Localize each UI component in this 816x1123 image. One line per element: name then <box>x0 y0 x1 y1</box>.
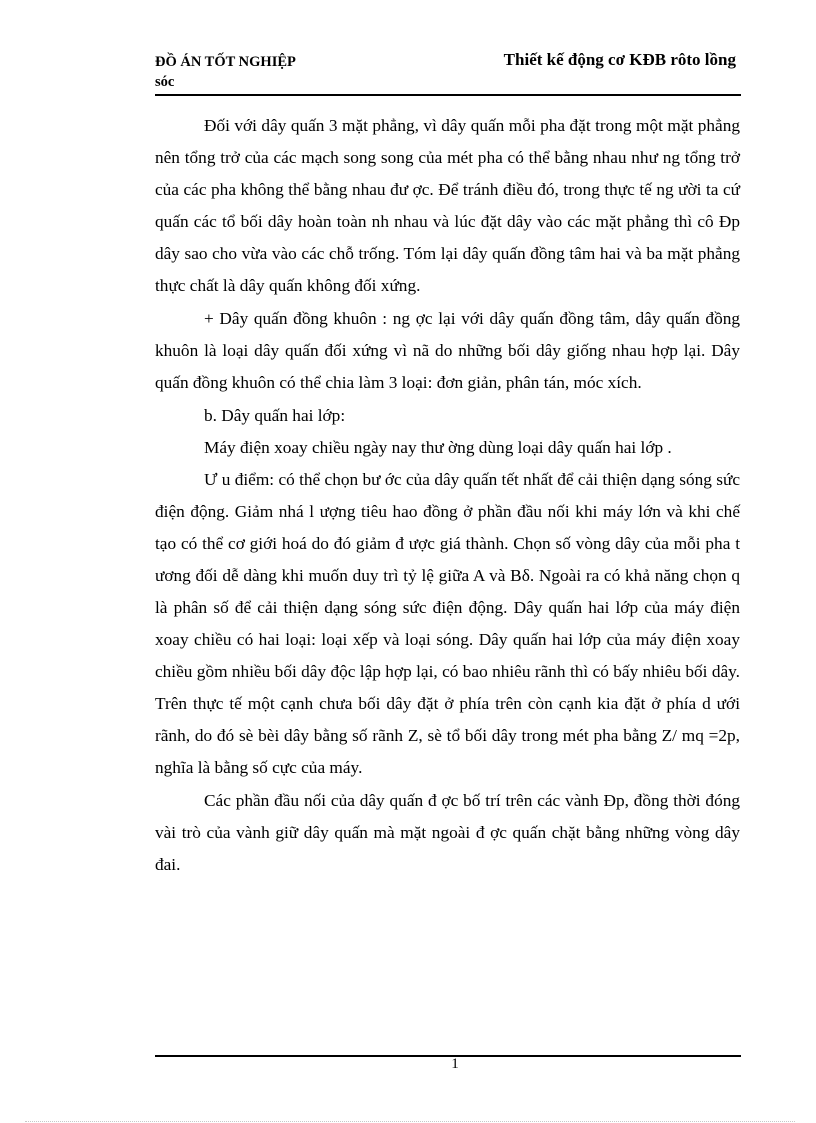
page-number <box>0 1056 816 1073</box>
paragraph-1: Đối với dây quấn 3 mặt phẳng, vì dây quấn mỗi pha đặt trong một mặt phẳng nên tổng trở của các mạch song song của mét pha có thể bằng nhau như ng tổng trở của các pha không thể bằng nhau đư ợc. Để tránh điều đó, trong thực tế ng ười ta cứ quấn các tổ bối dây hoàn toàn nh nhau và lúc đặt dây vào các mặt phẳng thì cô Ðp dây sao cho vừa vào các chỗ trống. Tóm lại dây quấn đồng tâm hai và ba mặt phẳng thực chất là dây quấn không đối xứng. <box>155 116 740 295</box>
paragraph-3: b. Dây quấn hai lớp: <box>204 406 346 425</box>
paragraph-5: Ư u điểm: có thể chọn bư ớc của dây quấn tết nhất để cải thiện dạng sóng sức điện động. Giảm nhá l ượng tiêu hao đồng ở phần đầu nối khi máy lớn và khi chế tạo có thể cơ giới hoá do đó giảm đ ược giá thành. Chọn số vòng dây của mỗi pha t ương đối dễ dàng khi muốn duy trì tỷ lệ giữa A và Bδ. Ngoài ra có khả năng chọn q là phân số để cải thiện dạng sóng sức điện động. Dây quấn hai lớp của máy điện xoay chiều có hai loại: loại xếp và loại sóng. Dây quấn hai lớp của máy điện xoay chiều gồm nhiều bối dây độc lập hợp lại, có bao nhiêu rãnh thì có bấy nhiêu bối dây. Trên thực tế một cạnh chưa bối dây đặt ở phía trên còn cạnh kia đặt ở phía d ưới rãnh, do đó sè bèi dây bằng số rãnh Z, sè tổ bối dây trong mét pha bằng Z/ mq =2p, nghĩa là bằng số cực của máy. <box>155 470 740 777</box>
header-left <box>155 52 296 92</box>
paragraph-2: + Dây quấn đồng khuôn : ng ợc lại với dây quấn đồng tâm, dây quấn đồng khuôn là loại dây quấn đối xứng vì nã do những bối dây giống nhau hợp lại. Dây quấn đồng khuôn có thể chia làm 3 loại: đơn giản, phân tán, móc xích. <box>155 309 740 392</box>
header-title: Thiết kế động cơ KĐB rôto lồng <box>503 50 736 69</box>
header-left-line2: sóc <box>155 74 175 90</box>
page-edge <box>25 1121 795 1122</box>
body-text <box>155 110 740 881</box>
header-divider <box>155 94 741 96</box>
header-left-line1: ĐỒ ÁN TỐT NGHIỆP <box>155 54 296 70</box>
paragraph-6: Các phần đầu nối của dây quấn đ ợc bố trí trên các vành Ðp, đồng thời đóng vài trò của vành giữ dây quấn mà mặt ngoài đ ợc quấn chặt bằng những vòng dây đai. <box>155 791 740 874</box>
paragraph-4: Máy điện xoay chiều ngày nay thư ờng dùng loại dây quấn hai lớp . <box>204 438 672 457</box>
page-number-text: 1 <box>451 1056 459 1072</box>
